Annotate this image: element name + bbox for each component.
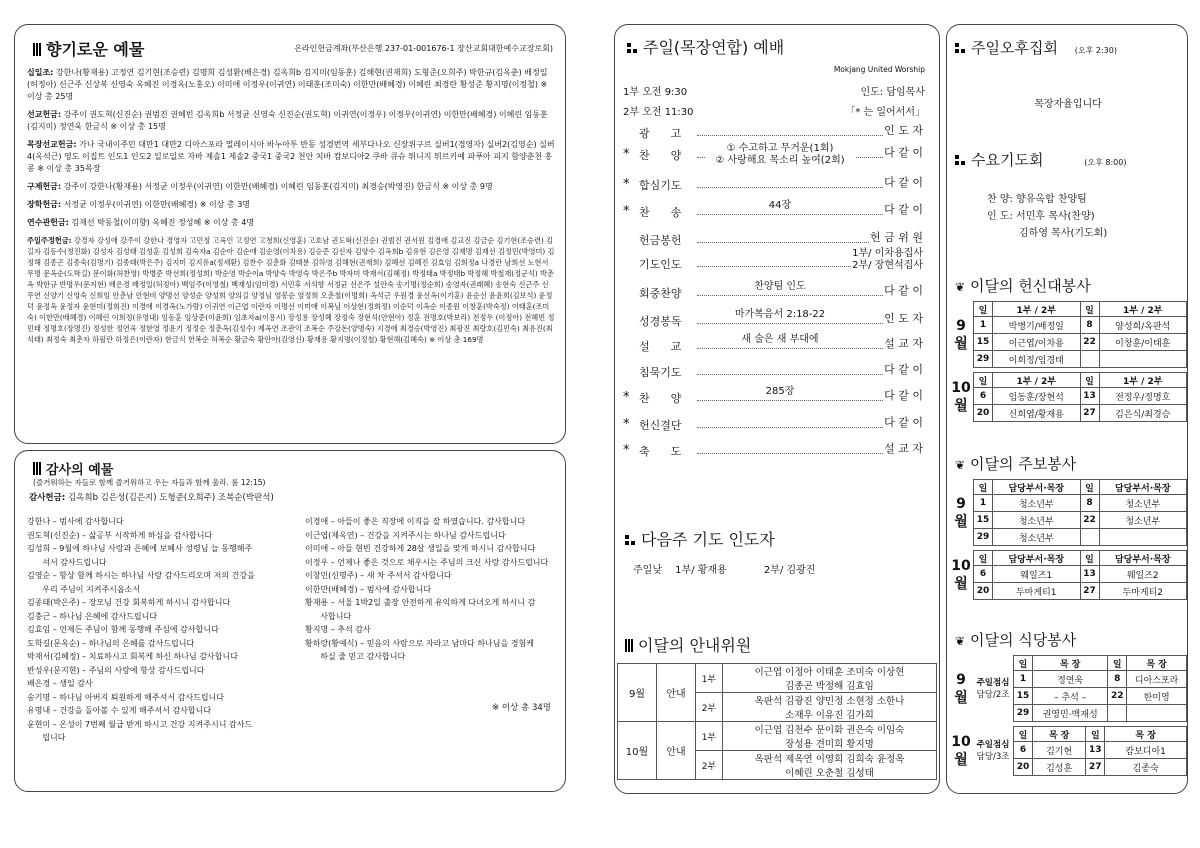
- table-header-cell: 담당부서·목장: [1099, 480, 1187, 495]
- worship-panel: [614, 24, 940, 794]
- table-cell: 청소년부: [1099, 495, 1187, 512]
- table-row: [949, 334, 1187, 351]
- order-name: 헌금봉헌: [639, 234, 682, 247]
- worship-subtitle: Mokjang United Worship: [833, 65, 925, 74]
- offering-row-mokjang-mission: 목장선교헌금: 가나 국내이주민 대만1 대만2 디아스포라 멀레이시아 바누아투 반동 성경번역 세부다나오 신장위구르 실버1(경영자) 실버2(김영순) 실버4(옥석근) 영도 이집트 인도1 인도2 일로일로 자바 제솔1 제솔2 중국1 중국2 천안 치바 캄보디아2 쿠바 큐슈 튀니지 튀르키예 파푸아 피지 함양춘천 홍콩 ※ 이상 총 35목장: [27, 140, 555, 173]
- order-star: *: [623, 177, 630, 192]
- order-name: 회중찬양: [639, 287, 682, 300]
- wednesday-title-wrap: [955, 149, 1126, 170]
- order-row: [615, 386, 935, 408]
- offering-title-wrap: [33, 37, 144, 60]
- kitchen-title-wrap: [955, 629, 1076, 650]
- table-header-row: [949, 727, 1187, 742]
- order-right: 인 도 자: [884, 124, 923, 137]
- table-header-cell: 일: [974, 302, 993, 317]
- order-star: *: [623, 147, 630, 162]
- order-row: [615, 143, 935, 165]
- table-header-cell: 목 장: [1033, 656, 1108, 671]
- order-dots: [697, 187, 891, 188]
- order-dots: [697, 323, 891, 324]
- table-row: [949, 388, 1187, 405]
- thanks-total: ※ 이상 총 34명: [492, 703, 551, 713]
- thanks-line: 박재서(김혜정) – 치료하시고 회복케 하신 하나님 감사합니다: [27, 652, 238, 661]
- table-header-cell: 일: [1014, 656, 1033, 671]
- order-mid: 285장: [705, 386, 855, 398]
- offering-row-training: 연수관헌금: 김재선 박동철(이미향) 옥혜진 정성혜 ※ 이상 총 4명: [27, 218, 255, 227]
- order-mid: ① 수고하고 무거운(1회) ② 사랑해요 목소리 높여(2회): [705, 143, 855, 167]
- table-cell: 김성훈: [1033, 759, 1086, 776]
- table-header-cell: 목 장: [1105, 727, 1187, 742]
- thanks-line: 반성우(문지현) – 주님의 사랑에 항상 감사드립니다: [27, 665, 205, 675]
- table-cell: 13: [1080, 388, 1099, 405]
- order-mid: 찬양팀 인도: [705, 281, 855, 293]
- order-row: [615, 334, 935, 356]
- table-cell: – 추석 –: [1033, 688, 1108, 705]
- table-row: [949, 512, 1187, 529]
- table-cell: 29: [974, 529, 993, 546]
- order-row: [615, 173, 935, 195]
- table-header-cell: 일: [974, 480, 993, 495]
- order-dots: [697, 348, 891, 349]
- table-cell: 6: [1014, 742, 1033, 759]
- order-row: [615, 309, 935, 331]
- order-right: 다 같 이: [884, 203, 923, 216]
- thanks-line: 권도혁(신진순) – 삶공부 시작하게 하심을 감사합니다: [27, 530, 213, 540]
- table-cell: [1099, 351, 1187, 368]
- right-panel: [946, 24, 1188, 794]
- thanks-line: 김영순 – 항상 함께 하시는 하나님 사랑 감사드리오며 저의 건강을: [27, 571, 255, 580]
- month-label: 10 월: [951, 734, 971, 768]
- table-header-cell: 담당부서·목장: [1099, 551, 1187, 566]
- service-tables: [949, 301, 1187, 426]
- table-cell: 1: [974, 317, 993, 334]
- thanks-line: 강한나 – 범사에 감사합니다: [27, 517, 124, 526]
- table-cell: 한미영: [1127, 688, 1187, 705]
- order-right: 헌 금 위 원: [870, 231, 923, 244]
- table-cell: 13: [1086, 742, 1105, 759]
- thanks-line: 립니다: [27, 733, 66, 742]
- leaf-icon: ❦: [955, 280, 966, 294]
- table-row: 9월 안내 1부 이근엽 이정아 이태훈 조미숙 이상현 김종곤 박정해 김효임: [618, 664, 937, 693]
- table-header-cell: 일: [974, 373, 993, 388]
- bulletin-tables: [949, 479, 1187, 604]
- order-right: 설 교 자: [884, 442, 923, 455]
- bulletin-title-wrap: [955, 453, 1076, 474]
- table-cell: 1: [1014, 671, 1033, 688]
- worship-time-1: 1부 오전 9:30: [623, 87, 688, 98]
- kitchen-table-sep10: [949, 726, 1187, 776]
- table-cell: 김은식/최경승: [1099, 405, 1187, 422]
- service-table-sep10: [949, 372, 1187, 422]
- bulletin-table-sep9: [949, 479, 1187, 546]
- thanks-line: 윤현미 – 온성이 7번째 월급 받게 하시고 건강 지켜주시니 감사드: [27, 719, 253, 729]
- offering-row-relief: 구제헌금: 강주이 강한나(황재용) 서정균 이정우(이귀연) 이한만(배혜경) 이혜린 임동훈(김지미) 최경승(박영진) 한금식 ※ 이상 총 9명: [27, 182, 493, 191]
- table-cell: 정연욱: [1033, 671, 1108, 688]
- order-right: 다 같 이: [884, 146, 923, 159]
- table-cell: 13: [1080, 566, 1099, 583]
- order-name: 축 도: [639, 445, 682, 458]
- thanks-line: 김효임 – 언제든 주님이 함께 동행해 주심에 감사합니다: [27, 625, 219, 634]
- thanks-line: 송기명 – 하나님 아버지 퇴원하게 해주셔서 감사드립니다: [27, 692, 224, 702]
- month-label: 9 월: [954, 495, 968, 530]
- table-cell: 청소년부: [993, 529, 1081, 546]
- dots-icon: [955, 43, 965, 53]
- order-name: 침묵기도: [639, 366, 682, 379]
- order-right: 다 같 이: [884, 176, 923, 189]
- worship-leader: 인도: 담임목사: [860, 87, 925, 98]
- table-cell: [1108, 705, 1127, 722]
- table-cell: 이근엽/이차용: [993, 334, 1081, 351]
- kitchen-tables: [949, 655, 1187, 780]
- table-header-row: [949, 480, 1187, 495]
- worship-order: [615, 121, 941, 471]
- thanks-line: 이경애 – 아들이 좋은 직장에 이직을 잘 하였습니다. 감사합니다: [305, 517, 526, 526]
- order-name: 광 고: [639, 127, 682, 140]
- month-label: 10 월: [951, 380, 971, 414]
- table-cell: 6: [974, 388, 993, 405]
- thanks-line: 이미애 – 아들 현빈 건강하게 28살 생일을 맞게 하시니 감사합니다: [305, 544, 536, 553]
- table-header-cell: 1부 / 2부: [1099, 302, 1187, 317]
- guides-title: 이달의 안내위원: [638, 636, 752, 655]
- order-star: *: [623, 443, 630, 458]
- table-cell: 22: [1108, 688, 1127, 705]
- table-cell: 양성희/옥판석: [1099, 317, 1187, 334]
- table-row: [949, 495, 1187, 512]
- worship-title-wrap: [627, 35, 784, 58]
- order-mid: 새 술은 새 부대에: [705, 334, 855, 346]
- table-cell: 15: [974, 334, 993, 351]
- table-cell: 전정우/정명호: [1099, 388, 1187, 405]
- afternoon-text: 목장자율입니다: [1034, 99, 1102, 110]
- table-cell: 27: [1080, 583, 1099, 600]
- thanks-line: 하실 줄 믿고 감사합니다: [305, 652, 406, 661]
- offering-list: [27, 67, 555, 345]
- table-header-cell: 1부 / 2부: [1099, 373, 1187, 388]
- table-header-cell: 1부 / 2부: [993, 373, 1081, 388]
- order-dots: [697, 135, 891, 136]
- table-row: [949, 351, 1187, 368]
- order-row: [615, 248, 935, 274]
- order-right: 다 같 이: [884, 416, 923, 429]
- order-dots: [697, 453, 891, 454]
- table-row: [949, 529, 1187, 546]
- order-name: 성경봉독: [639, 315, 682, 328]
- table-header-cell: 일: [1108, 656, 1127, 671]
- table-cell: 청소년부: [1099, 512, 1187, 529]
- table-header-cell: 일: [1080, 302, 1099, 317]
- team-label: 주일점심 담당/3조: [976, 740, 1010, 762]
- table-cell: 임동훈/장현석: [993, 388, 1081, 405]
- offering-row-scholarship: 장학헌금: 서정균 이정우(이귀연) 이한만(배혜경) ※ 이상 총 3명: [27, 200, 251, 209]
- thanks-line: 우리 주님이 지켜주시옵소서: [27, 584, 141, 594]
- table-header-cell: 담당부서·목장: [993, 480, 1081, 495]
- order-name: 기도인도: [639, 258, 682, 271]
- online-account: 온라인헌금계좌(부산은행 237-01-001676-1 장산교회대한예수교장로회): [294, 44, 553, 53]
- table-row: [949, 405, 1187, 422]
- thanks-panel: [14, 450, 566, 792]
- order-row: [615, 228, 935, 250]
- thanks-line: 셔서 감사드립니다: [27, 557, 107, 567]
- table-header-cell: 일: [1080, 551, 1099, 566]
- order-star: *: [623, 204, 630, 219]
- table-header-cell: 일: [1014, 727, 1033, 742]
- wednesday-time: (오후 8:00): [1084, 158, 1127, 167]
- thanks-list-left: [27, 515, 307, 745]
- leaf-icon: ❦: [955, 634, 966, 648]
- table-cell: 이희정/임경태: [993, 351, 1081, 368]
- bar-icon: [33, 462, 42, 475]
- wednesday-title: 수요기도회: [971, 151, 1044, 169]
- bar-icon: [33, 43, 42, 56]
- table-header-row: [949, 302, 1187, 317]
- table-cell: 27: [1086, 759, 1105, 776]
- thanks-line: 사합니다: [305, 611, 352, 621]
- order-name: 찬 송: [639, 206, 682, 219]
- order-mid: 마가복음서 2:18-22: [705, 309, 855, 321]
- table-header-cell: 일: [974, 551, 993, 566]
- order-row: [615, 281, 935, 303]
- worship-note: 「* 는 일어서서」: [845, 107, 925, 118]
- table-header-cell: 일: [1080, 373, 1099, 388]
- order-star: *: [623, 390, 630, 405]
- order-right: 1부/ 이차용집사 2부/ 장현석집사: [852, 248, 923, 271]
- table-cell: 8: [1080, 317, 1099, 334]
- order-dots: [697, 295, 891, 296]
- table-cell: 디아스포라: [1127, 671, 1187, 688]
- table-cell: 29: [1014, 705, 1033, 722]
- table-header-cell: 목 장: [1033, 727, 1086, 742]
- table-header-cell: 담당부서·목장: [993, 551, 1081, 566]
- table-header-cell: 1부 / 2부: [993, 302, 1081, 317]
- next-prayer-row: [633, 561, 933, 576]
- table-cell: 김종숙: [1105, 759, 1187, 776]
- order-dots: [697, 242, 891, 243]
- month-label: 9 월: [954, 671, 968, 706]
- offering-row-mission: 선교헌금: 강주이 권도혁(신진순) 권범진 권혜빈 김옥희b 서정균 신영숙 신진순(권도혁) 이귀연(이정우) 이정우(이귀연) 이한만(배혜경) 이혜린 임동훈(김지미) 정연욱 한금식 ※ 이상 총 15명: [27, 110, 548, 131]
- bar-icon: [625, 639, 634, 652]
- thanks-line: 이근엽(제옥연) – 건강을 지켜주시는 하나님 감사드립니다: [305, 530, 506, 540]
- table-header-cell: 목 장: [1127, 656, 1187, 671]
- order-dots: [697, 214, 891, 215]
- kitchen-table-sep9: [949, 655, 1187, 722]
- bulletin-title: 이달의 주보봉사: [970, 455, 1077, 473]
- table-header-cell: 일: [1086, 727, 1105, 742]
- table-header-row: [949, 551, 1187, 566]
- order-right: 인 도 자: [884, 312, 923, 325]
- table-cell: 1: [974, 495, 993, 512]
- thanks-line: 이창민(신명주) – 새 차 주셔서 감사합니다: [305, 571, 452, 580]
- offering-title: 향기로운 예물: [46, 40, 145, 59]
- table-cell: 두마게티2: [1099, 583, 1187, 600]
- thanks-line: 이정우 – 언제나 좋은 것으로 채우시는 주님의 크신 사랑 감사드립니다: [305, 557, 549, 567]
- thanks-donors-row: 감사헌금: 김옥희b 김은성(김은지) 도형준(오희주) 조복순(박판석): [29, 493, 274, 503]
- table-row: [949, 317, 1187, 334]
- thanks-line: 도학길(문옥순) – 하나님의 은혜를 감사드립니다: [27, 638, 195, 648]
- offering-row-sunday: 주일주정헌금: 강경자 강성애 강주이 강한나 경영자 고민정 고옥인 고정연 고청희(신영훈) 고호남 권도혁(신진순) 권범진 권서원 김경애 김교진 김금순 김기현(조승련) 김길자 김동수(정진화) 김성자 김성태 김성훈 김성희 김숙자a 김순아 김순애 김순영(이차용) 김승준 김신자 김양수 김옥희b 김유현 김은영 김재명 김재선 김정민(박영미) 김정해 김종곤 김종숙(김명기) 김종태(박은주) 김지미 김지유a(정세환) 김찬수 김춘화 김태분 김하영 김해현(권재희) 김혜선 김혜진 김효임 김희정a 나경란 남희선 노현서 무명 문옥순(도학길) 문이화(허찬영) 박병준 박선희(정성희) 박순영 박순이a 박양숙 박영숙 박은주b 박자미 박재서(김혜정) 박정태a 박정태b 박정혜 박철재(정군석) 박춘옥 박한규 반명우(문지현) 배은경 배정일(허정아) 백임주(이영철) 백재성(임미경) 서민후 서석향 서정균 선은주 설안숙 송기명(정순희) 송영자(권래혜) 송현숙 신근주 신무연 신양기 신영숙 신희임 안춘남 안현비 양명선 양성순 양성희 양의길 양정님 염봉순 염정희 오춘철(이명희) 옥석근 우원경 윤선옥(이기훈) 윤순선 윤윤희(김보석) 윤정덕 윤정옥 윤정자 윤현미(정희진) 이경애 이경옥(노가람) 이귀연 이근엽 이란자 이명선 이미애 이복님 이상현(정희정) 이순덕 이옥순 이종원 이창훈(박숙정) 이태훈(조미숙) 이한만(배혜경) 이혜린 이희정(유영내) 임동훈 임상준(이윤희) 임초자a(이용시) 장성용 장성혜 장정숙 장현석(안현아) 정훈 전명호(박보라) 전정우 (이정아) 전혜빈 정민태 정명호(장명진) 정성한 정연욱 정한영 정윤기 정정순 정춘옥(김성수) 제옥연 조관익 조복순 주강돈(양명숙) 지경애 최경승(박영진) 최광진 최량호(김민숙) 최유진(최석태) 최정숙 최춘자 하필란 하정은(이란자) 한금식 한복순 허복순 황금숙 황안아(김영신) 황재용 황지명(이정철) 황현해(김혜숙) ※ 이상 총 169명: [27, 236, 555, 344]
- order-dots: [697, 427, 891, 428]
- order-mid: 44장: [705, 200, 855, 212]
- afternoon-title: 주일오후집회: [971, 39, 1058, 57]
- table-row: 2부 옥판석 김광진 양민정 소현정 소한나 소재우 이유진 김가희: [618, 693, 937, 722]
- order-right: 다 같 이: [884, 389, 923, 402]
- table-row: 2부 옥판석 제옥연 이영희 김희숙 윤정옥 이혜린 오춘철 김성태: [618, 751, 937, 780]
- table-row: [949, 566, 1187, 583]
- thanks-line: 김충근 – 하나님 은혜에 감사드립니다: [27, 611, 158, 621]
- table-cell: [1080, 529, 1099, 546]
- order-row: [615, 439, 935, 461]
- table-cell: 청소년부: [993, 512, 1081, 529]
- order-row: [615, 360, 935, 382]
- order-name: 합심기도: [639, 179, 682, 192]
- offering-row-tithe: 십일조: 강한나(황재용) 고정연 김기현(조승련) 김명희 김성환(배은경) 김옥희b 김지미(임동훈) 김해현(권재희) 도형준(오희주) 박한규(김옥춘) 배정일(허정아) 신근주 신상복 신영숙 옥혜진 이경옥(노홍오) 이미애 이정우(이귀연) 이태훈(조미숙) 이한만(배혜경) 이혜린 최경란 황성준 황지명(이정철) ※ 이상 총 25명: [27, 68, 548, 101]
- order-row: [615, 121, 935, 143]
- order-dots: [697, 400, 891, 401]
- order-right: 설 교 자: [884, 337, 923, 350]
- service-title: 이달의 헌신대봉사: [970, 277, 1091, 295]
- table-cell: 신희엽/황재용: [993, 405, 1081, 422]
- kitchen-title: 이달의 식당봉사: [970, 631, 1077, 649]
- order-right: 다 같 이: [884, 363, 923, 376]
- thanks-line: 황하랑(황예식) – 믿음의 사람으로 자라고 남마다 하나님을 경험케: [305, 638, 534, 648]
- table-cell: 청소년부: [993, 495, 1081, 512]
- thanks-line: 황지명 – 추석 감사: [305, 625, 371, 634]
- afternoon-time: (오후 2:30): [1074, 46, 1117, 55]
- thanks-line: 배은경 – 생일 감사: [27, 679, 93, 688]
- table-cell: 15: [974, 512, 993, 529]
- table-cell: 캄보디아1: [1105, 742, 1187, 759]
- table-cell: 김기현: [1033, 742, 1086, 759]
- order-name: 찬 양: [639, 149, 682, 162]
- table-row: [949, 583, 1187, 600]
- table-cell: 8: [1080, 495, 1099, 512]
- thanks-line: 김성희 – 9월에 하나님 사랑과 은혜에 보혜사 성령님 늘 동행해주: [27, 544, 253, 553]
- thanks-line: 황재용 – 서울 1박2일 출장 안전하게 유익하게 다녀오게 하시니 감: [305, 598, 536, 607]
- bulletin-table-sep10: [949, 550, 1187, 600]
- order-star: *: [623, 417, 630, 432]
- table-cell: 15: [1014, 688, 1033, 705]
- table-header-row: [949, 373, 1187, 388]
- dots-icon: [625, 535, 635, 545]
- next-prayer-first: 1부/ 황재용: [675, 565, 727, 576]
- table-cell: 20: [974, 583, 993, 600]
- table-cell: 22: [1080, 512, 1099, 529]
- thanks-title-wrap: [33, 459, 113, 478]
- worship-time-2: 2부 오전 11:30: [623, 107, 694, 118]
- table-cell: 20: [1014, 759, 1033, 776]
- afternoon-title-wrap: [955, 37, 1117, 58]
- table-cell: 22: [1080, 334, 1099, 351]
- month-label: 10 월: [951, 558, 971, 592]
- table-cell: 웨일즈1: [993, 566, 1081, 583]
- thanks-title: 감사의 예물: [46, 463, 114, 478]
- thanks-list-right: [305, 515, 560, 664]
- table-cell: 8: [1108, 671, 1127, 688]
- next-prayer-title: 다음주 기도 인도자: [641, 530, 775, 549]
- next-prayer-title-wrap: [625, 527, 775, 550]
- table-cell: 29: [974, 351, 993, 368]
- order-row: [615, 413, 935, 435]
- service-title-wrap: [955, 275, 1091, 296]
- table-cell: 권영민·백재성: [1033, 705, 1108, 722]
- next-prayer-label: 주일낮: [633, 565, 662, 576]
- order-name: 찬 양: [639, 392, 682, 405]
- table-cell: 두마게티1: [993, 583, 1081, 600]
- dots-icon: [627, 43, 637, 53]
- guides-title-wrap: [625, 633, 751, 656]
- table-header-row: [949, 656, 1187, 671]
- table-cell: [1080, 351, 1099, 368]
- offering-panel: [14, 24, 566, 444]
- month-label: 9 월: [954, 317, 968, 352]
- thanks-line: 유명내 – 건강을 돌아볼 수 있게 해주셔서 감사합니다: [27, 706, 212, 715]
- order-dots: [697, 374, 891, 375]
- team-label: 주일점심 담당/2조: [976, 677, 1010, 700]
- table-cell: 27: [1080, 405, 1099, 422]
- table-cell: 이창훈/이태훈: [1099, 334, 1187, 351]
- table-cell: [1099, 529, 1187, 546]
- table-row: 10월 안내 1부 이근엽 김천수 문이화 권은숙 이임숙 장성용 견미희 황지명: [618, 722, 937, 751]
- worship-title: 주일(목장연합) 예배: [643, 38, 785, 57]
- order-name: 설 교: [639, 340, 682, 353]
- order-right: 다 같 이: [884, 284, 923, 297]
- table-cell: 6: [974, 566, 993, 583]
- table-cell: 웨일즈2: [1099, 566, 1187, 583]
- thanks-verse: (즐거워하는 자들로 함께 즐거워하고 우는 자들과 함께 울라. 롬 12:15): [33, 478, 266, 487]
- guides-table: [617, 663, 937, 780]
- dots-icon: [955, 155, 965, 165]
- next-prayer-second: 2부/ 김광진: [763, 565, 816, 576]
- table-cell: 20: [974, 405, 993, 422]
- table-cell: 박병기/배정일: [993, 317, 1081, 334]
- order-row: [615, 200, 935, 222]
- leaf-icon: ❦: [955, 458, 966, 472]
- thanks-line: 이한만(배혜경) – 범사에 감사합니다: [305, 584, 432, 594]
- thanks-line: 김종태(박은주) – 장모님 건강 회복하게 하시니 감사합니다: [27, 598, 231, 607]
- service-table-sep9: [949, 301, 1187, 368]
- order-name: 헌신결단: [639, 419, 682, 432]
- wednesday-lines: 찬 양: 향유옥합 찬양팀 인 도: 서민후 목사(찬양) 김하영 목사(기도회): [987, 194, 1108, 239]
- table-cell: [1127, 705, 1187, 722]
- table-header-cell: 일: [1080, 480, 1099, 495]
